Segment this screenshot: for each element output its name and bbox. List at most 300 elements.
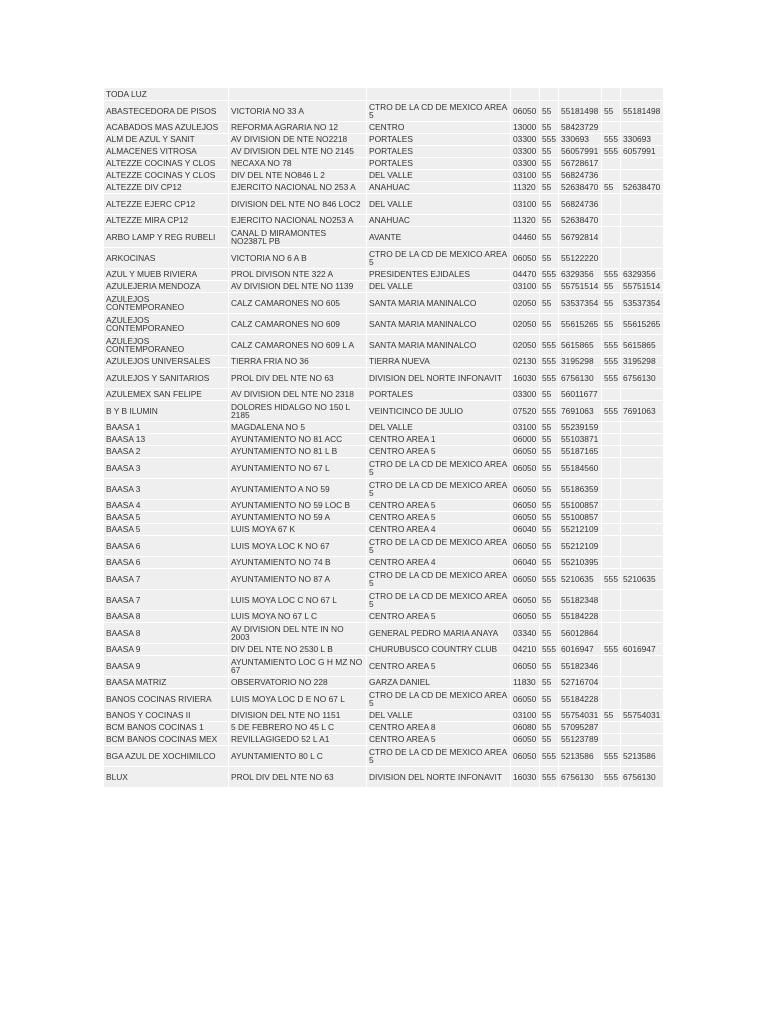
postal-code-cell: 07520 [511, 401, 539, 421]
colonia-cell: CTRO DE LA CD DE MEXICO AREA 5 [367, 746, 510, 766]
colonia-cell: CENTRO AREA 5 [367, 446, 510, 457]
street-address-cell: AV DIVISION DEL NTE IN NO 2003 [229, 623, 366, 643]
colonia-cell: GARZA DANIEL [367, 677, 510, 688]
phone-cell: 52638470 [559, 215, 601, 226]
phone-cell: 55184560 [559, 458, 601, 478]
table-row [104, 434, 663, 445]
table-row [104, 611, 663, 622]
postal-code-cell: 02050 [511, 314, 539, 334]
table-row [104, 293, 663, 313]
phone-cell: 5213586 [559, 746, 601, 766]
table-row [104, 500, 663, 511]
postal-code-cell: 06080 [511, 722, 539, 733]
business-name-cell: BGA AZUL DE XOCHIMILCO [104, 746, 228, 766]
area-code-2-cell: 55 [602, 281, 620, 292]
street-address-cell: CALZ CAMARONES NO 609 [229, 314, 366, 334]
area-code-2-cell [602, 623, 620, 643]
table-row [104, 170, 663, 181]
street-address-cell: CALZ CAMARONES NO 609 L A [229, 335, 366, 355]
business-name-cell: ALTEZZE EJERC CP12 [104, 194, 228, 214]
area-code-cell: 55 [540, 434, 558, 445]
area-code-2-cell: 55 [602, 314, 620, 334]
table-row [104, 182, 663, 193]
area-code-cell: 55 [540, 479, 558, 499]
phone-cell: 52716704 [559, 677, 601, 688]
business-name-cell: ALTEZZE COCINAS Y CLOS [104, 170, 228, 181]
area-code-cell: 55 [540, 182, 558, 193]
area-code-cell: 555 [540, 335, 558, 355]
street-address-cell: AV DIVISION DEL NTE NO 1139 [229, 281, 366, 292]
business-name-cell: BAASA 8 [104, 611, 228, 622]
area-code-2-cell: 555 [602, 335, 620, 355]
area-code-2-cell [602, 479, 620, 499]
table-row [104, 557, 663, 568]
area-code-cell: 55 [540, 500, 558, 511]
area-code-2-cell: 555 [602, 146, 620, 157]
postal-code-cell: 06050 [511, 446, 539, 457]
phone-2-cell: 330693 [621, 134, 663, 145]
postal-code-cell: 04210 [511, 644, 539, 655]
area-code-2-cell: 555 [602, 134, 620, 145]
phone-2-cell [621, 88, 663, 100]
street-address-cell: TIERRA FRIA NO 36 [229, 356, 366, 367]
phone-cell: 330693 [559, 134, 601, 145]
street-address-cell: AYUNTAMIENTO 80 L C [229, 746, 366, 766]
table-row [104, 458, 663, 478]
colonia-cell: CTRO DE LA CD DE MEXICO AREA 5 [367, 536, 510, 556]
area-code-cell: 55 [540, 710, 558, 721]
phone-2-cell: 6756130 [621, 368, 663, 388]
phone-2-cell: 6016947 [621, 644, 663, 655]
business-name-cell: ACABADOS MAS AZULEJOS [104, 122, 228, 133]
colonia-cell: PORTALES [367, 134, 510, 145]
area-code-2-cell: 55 [602, 182, 620, 193]
area-code-cell: 55 [540, 101, 558, 121]
table-row [104, 281, 663, 292]
table-row [104, 335, 663, 355]
area-code-2-cell [602, 194, 620, 214]
phone-2-cell [621, 734, 663, 745]
business-name-cell: BAASA 2 [104, 446, 228, 457]
phone-2-cell: 6329356 [621, 269, 663, 280]
table-row [104, 101, 663, 121]
phone-cell: 55615265 [559, 314, 601, 334]
phone-2-cell [621, 446, 663, 457]
table-row [104, 677, 663, 688]
table-body [104, 88, 663, 787]
phone-cell: 58423729 [559, 122, 601, 133]
phone-2-cell [621, 170, 663, 181]
colonia-cell: CTRO DE LA CD DE MEXICO AREA 5 [367, 458, 510, 478]
postal-code-cell: 06050 [511, 500, 539, 511]
colonia-cell: SANTA MARIA MANINALCO [367, 314, 510, 334]
phone-2-cell [621, 689, 663, 709]
colonia-cell: CENTRO AREA 4 [367, 524, 510, 535]
phone-cell: 56792814 [559, 227, 601, 247]
area-code-2-cell: 555 [602, 401, 620, 421]
phone-cell: 56824736 [559, 194, 601, 214]
phone-cell: 56824736 [559, 170, 601, 181]
area-code-2-cell: 555 [602, 368, 620, 388]
area-code-2-cell [602, 689, 620, 709]
area-code-2-cell [602, 446, 620, 457]
area-code-cell: 55 [540, 227, 558, 247]
colonia-cell: PORTALES [367, 158, 510, 169]
phone-cell: 56012864 [559, 623, 601, 643]
business-name-cell: BAASA 13 [104, 434, 228, 445]
colonia-cell: DIVISION DEL NORTE INFONAVIT [367, 368, 510, 388]
street-address-cell: CALZ CAMARONES NO 605 [229, 293, 366, 313]
phone-cell: 55122220 [559, 248, 601, 268]
area-code-2-cell: 555 [602, 644, 620, 655]
street-address-cell: DOLORES HIDALGO NO 150 L 2185 [229, 401, 366, 421]
postal-code-cell: 11320 [511, 182, 539, 193]
business-name-cell: ABASTECEDORA DE PISOS [104, 101, 228, 121]
area-code-cell: 555 [540, 269, 558, 280]
business-name-cell: AZULEJOS CONTEMPORANEO [104, 293, 228, 313]
area-code-2-cell: 555 [602, 746, 620, 766]
colonia-cell: TIERRA NUEVA [367, 356, 510, 367]
business-name-cell: BAASA 9 [104, 656, 228, 676]
business-name-cell: BAASA 7 [104, 569, 228, 589]
business-name-cell: BAASA 7 [104, 590, 228, 610]
colonia-cell: SANTA MARIA MANINALCO [367, 293, 510, 313]
colonia-cell: ANAHUAC [367, 182, 510, 193]
table-row [104, 734, 663, 745]
table-row [104, 689, 663, 709]
postal-code-cell: 06040 [511, 524, 539, 535]
business-name-cell: BAASA 3 [104, 479, 228, 499]
table-row [104, 146, 663, 157]
postal-code-cell: 06050 [511, 569, 539, 589]
area-code-cell: 55 [540, 248, 558, 268]
area-code-cell: 55 [540, 722, 558, 733]
area-code-2-cell [602, 227, 620, 247]
postal-code-cell: 06050 [511, 611, 539, 622]
phone-cell: 55187165 [559, 446, 601, 457]
phone-cell: 55751514 [559, 281, 601, 292]
area-code-cell: 55 [540, 512, 558, 523]
colonia-cell: SANTA MARIA MANINALCO [367, 335, 510, 355]
street-address-cell: LUIS MOYA LOC D E NO 67 L [229, 689, 366, 709]
business-name-cell: BAASA 4 [104, 500, 228, 511]
colonia-cell: CENTRO AREA 5 [367, 656, 510, 676]
phone-2-cell [621, 623, 663, 643]
phone-2-cell [621, 557, 663, 568]
area-code-2-cell [602, 677, 620, 688]
colonia-cell: CENTRO AREA 4 [367, 557, 510, 568]
phone-cell: 56011677 [559, 389, 601, 400]
postal-code-cell: 03300 [511, 146, 539, 157]
business-name-cell: ALMACENES VITROSA [104, 146, 228, 157]
business-name-cell: ALTEZZE COCINAS Y CLOS [104, 158, 228, 169]
business-name-cell: ARBO LAMP Y REG RUBELI [104, 227, 228, 247]
area-code-cell: 55 [540, 158, 558, 169]
area-code-2-cell [602, 88, 620, 100]
area-code-cell: 55 [540, 194, 558, 214]
postal-code-cell: 03340 [511, 623, 539, 643]
postal-code-cell: 06050 [511, 656, 539, 676]
area-code-cell: 55 [540, 734, 558, 745]
area-code-2-cell [602, 458, 620, 478]
postal-code-cell: 06050 [511, 734, 539, 745]
street-address-cell: 5 DE FEBRERO NO 45 L C [229, 722, 366, 733]
colonia-cell: DEL VALLE [367, 710, 510, 721]
street-address-cell: AYUNTAMIENTO NO 59 A [229, 512, 366, 523]
area-code-cell: 55 [540, 623, 558, 643]
area-code-cell: 555 [540, 134, 558, 145]
area-code-cell: 55 [540, 170, 558, 181]
area-code-cell: 555 [540, 746, 558, 766]
table-row [104, 524, 663, 535]
phone-2-cell: 55181498 [621, 101, 663, 121]
area-code-cell: 55 [540, 536, 558, 556]
business-name-cell: BAASA 3 [104, 458, 228, 478]
phone-2-cell [621, 536, 663, 556]
colonia-cell: CTRO DE LA CD DE MEXICO AREA 5 [367, 590, 510, 610]
colonia-cell: CENTRO AREA 1 [367, 434, 510, 445]
street-address-cell: AV DIVISION DEL NTE NO 2318 [229, 389, 366, 400]
business-name-cell: BAASA 8 [104, 623, 228, 643]
area-code-cell: 55 [540, 611, 558, 622]
area-code-2-cell [602, 536, 620, 556]
business-name-cell: ALTEZZE DIV CP12 [104, 182, 228, 193]
business-name-cell: BAASA 5 [104, 512, 228, 523]
phone-cell: 55123789 [559, 734, 601, 745]
table-row [104, 215, 663, 226]
street-address-cell: LUIS MOYA LOC K NO 67 [229, 536, 366, 556]
street-address-cell: VICTORIA NO 6 A B [229, 248, 366, 268]
phone-2-cell [621, 215, 663, 226]
area-code-2-cell [602, 248, 620, 268]
street-address-cell: AYUNTAMIENTO NO 59 LOC B [229, 500, 366, 511]
phone-cell: 55184228 [559, 689, 601, 709]
phone-cell: 56728617 [559, 158, 601, 169]
street-address-cell: DIV DEL NTE NO846 L 2 [229, 170, 366, 181]
table-row [104, 644, 663, 655]
phone-cell: 6329356 [559, 269, 601, 280]
table-row [104, 746, 663, 766]
street-address-cell: PROL DIV DEL NTE NO 63 [229, 767, 366, 787]
postal-code-cell: 06000 [511, 434, 539, 445]
colonia-cell: CHURUBUSCO COUNTRY CLUB [367, 644, 510, 655]
phone-cell: 55186359 [559, 479, 601, 499]
colonia-cell: CENTRO AREA 5 [367, 512, 510, 523]
street-address-cell: MAGDALENA NO 5 [229, 422, 366, 433]
area-code-2-cell: 555 [602, 569, 620, 589]
phone-2-cell [621, 422, 663, 433]
area-code-cell: 55 [540, 458, 558, 478]
postal-code-cell: 06050 [511, 536, 539, 556]
area-code-2-cell [602, 656, 620, 676]
postal-code-cell: 16030 [511, 767, 539, 787]
area-code-cell: 55 [540, 689, 558, 709]
postal-code-cell: 06050 [511, 101, 539, 121]
phone-cell: 56057991 [559, 146, 601, 157]
phone-2-cell [621, 500, 663, 511]
phone-2-cell [621, 677, 663, 688]
area-code-cell: 55 [540, 314, 558, 334]
phone-cell: 53537354 [559, 293, 601, 313]
area-code-2-cell [602, 590, 620, 610]
table-row [104, 368, 663, 388]
postal-code-cell: 02050 [511, 293, 539, 313]
postal-code-cell [511, 88, 539, 100]
colonia-cell: CTRO DE LA CD DE MEXICO AREA 5 [367, 689, 510, 709]
area-code-2-cell: 555 [602, 356, 620, 367]
phone-2-cell [621, 590, 663, 610]
business-directory-table [103, 87, 664, 788]
business-name-cell: BCM BANOS COCINAS 1 [104, 722, 228, 733]
area-code-2-cell [602, 611, 620, 622]
phone-2-cell [621, 122, 663, 133]
business-name-cell: BANOS Y COCINAS II [104, 710, 228, 721]
table-row [104, 656, 663, 676]
phone-cell: 55212109 [559, 536, 601, 556]
colonia-cell: PORTALES [367, 146, 510, 157]
business-name-cell: BAASA 9 [104, 644, 228, 655]
title-row [104, 88, 663, 100]
street-address-cell: PROL DIV DEL NTE NO 63 [229, 368, 366, 388]
business-name-cell: ALTEZZE MIRA CP12 [104, 215, 228, 226]
area-code-cell: 55 [540, 590, 558, 610]
business-name-cell: AZULEJOS CONTEMPORANEO [104, 314, 228, 334]
business-name-cell: AZULEJERIA MENDOZA [104, 281, 228, 292]
business-name-cell: AZULEJOS UNIVERSALES [104, 356, 228, 367]
phone-cell: 7691063 [559, 401, 601, 421]
phone-cell: 3195298 [559, 356, 601, 367]
area-code-2-cell: 55 [602, 293, 620, 313]
table-row [104, 158, 663, 169]
business-name-cell: ARKOCINAS [104, 248, 228, 268]
phone-cell [559, 88, 601, 100]
directory-sheet [103, 87, 663, 788]
street-address-cell: DIVISION DEL NTE NO 846 LOC2 [229, 194, 366, 214]
area-code-cell: 55 [540, 446, 558, 457]
area-code-2-cell: 555 [602, 767, 620, 787]
colonia-cell: CENTRO AREA 8 [367, 722, 510, 733]
table-row [104, 314, 663, 334]
area-code-cell: 55 [540, 389, 558, 400]
area-code-2-cell [602, 170, 620, 181]
phone-cell: 55182346 [559, 656, 601, 676]
phone-2-cell: 6756130 [621, 767, 663, 787]
postal-code-cell: 04460 [511, 227, 539, 247]
phone-cell: 55103871 [559, 434, 601, 445]
phone-2-cell [621, 722, 663, 733]
business-name-cell: AZULEJOS Y SANITARIOS [104, 368, 228, 388]
area-code-cell: 55 [540, 293, 558, 313]
street-address-cell: DIVISION DEL NTE NO 1151 [229, 710, 366, 721]
phone-cell: 55184228 [559, 611, 601, 622]
postal-code-cell: 11830 [511, 677, 539, 688]
colonia-cell: DIVISION DEL NORTE INFONAVIT [367, 767, 510, 787]
postal-code-cell: 16030 [511, 368, 539, 388]
postal-code-cell: 04470 [511, 269, 539, 280]
business-name-cell: BAASA MATRIZ [104, 677, 228, 688]
area-code-2-cell [602, 500, 620, 511]
colonia-cell: DEL VALLE [367, 281, 510, 292]
postal-code-cell: 06050 [511, 458, 539, 478]
postal-code-cell: 03300 [511, 158, 539, 169]
table-row [104, 356, 663, 367]
table-row [104, 446, 663, 457]
phone-cell: 55100857 [559, 500, 601, 511]
postal-code-cell: 06050 [511, 479, 539, 499]
colonia-cell: VEINTICINCO DE JULIO [367, 401, 510, 421]
table-row [104, 767, 663, 787]
phone-2-cell [621, 434, 663, 445]
area-code-2-cell [602, 722, 620, 733]
area-code-cell: 55 [540, 656, 558, 676]
phone-cell: 6756130 [559, 368, 601, 388]
phone-cell: 52638470 [559, 182, 601, 193]
business-name-cell: B Y B ILUMIN [104, 401, 228, 421]
table-row [104, 512, 663, 523]
colonia-cell: DEL VALLE [367, 422, 510, 433]
street-address-cell: LUIS MOYA LOC C NO 67 L [229, 590, 366, 610]
phone-cell: 55754031 [559, 710, 601, 721]
phone-cell: 55100857 [559, 512, 601, 523]
area-code-cell [540, 88, 558, 100]
street-address-cell: AV DIVISION DE NTE NO2218 [229, 134, 366, 145]
area-code-cell: 55 [540, 122, 558, 133]
area-code-2-cell [602, 158, 620, 169]
phone-2-cell: 5210635 [621, 569, 663, 589]
phone-cell: 55239159 [559, 422, 601, 433]
phone-2-cell [621, 194, 663, 214]
street-address-cell: AYUNTAMIENTO NO 74 B [229, 557, 366, 568]
table-row [104, 590, 663, 610]
table-row [104, 722, 663, 733]
area-code-2-cell: 555 [602, 269, 620, 280]
area-code-cell: 555 [540, 368, 558, 388]
postal-code-cell: 03300 [511, 389, 539, 400]
street-address-cell: AYUNTAMIENTO NO 81 L B [229, 446, 366, 457]
phone-2-cell: 7691063 [621, 401, 663, 421]
colonia-cell: CTRO DE LA CD DE MEXICO AREA 5 [367, 248, 510, 268]
phone-cell: 55212109 [559, 524, 601, 535]
phone-2-cell [621, 479, 663, 499]
street-address-cell: DIV DEL NTE NO 2530 L B [229, 644, 366, 655]
colonia-cell: CENTRO [367, 122, 510, 133]
colonia-cell: GENERAL PEDRO MARIA ANAYA [367, 623, 510, 643]
postal-code-cell: 06050 [511, 248, 539, 268]
colonia-cell: CENTRO AREA 5 [367, 611, 510, 622]
business-name-cell: BAASA 6 [104, 536, 228, 556]
phone-cell: 55182348 [559, 590, 601, 610]
postal-code-cell: 03100 [511, 422, 539, 433]
business-name-cell: BAASA 5 [104, 524, 228, 535]
area-code-cell: 555 [540, 401, 558, 421]
street-address-cell: EJERCITO NACIONAL NO253 A [229, 215, 366, 226]
colonia-cell: DEL VALLE [367, 170, 510, 181]
postal-code-cell: 13000 [511, 122, 539, 133]
postal-code-cell: 03100 [511, 281, 539, 292]
phone-2-cell: 3195298 [621, 356, 663, 367]
area-code-2-cell [602, 557, 620, 568]
phone-cell: 6756130 [559, 767, 601, 787]
street-address-cell: CANAL D MIRAMONTES NO2387L PB [229, 227, 366, 247]
area-code-2-cell: 55 [602, 101, 620, 121]
area-code-cell: 55 [540, 557, 558, 568]
phone-2-cell: 5213586 [621, 746, 663, 766]
table-row [104, 536, 663, 556]
colonia-cell: PORTALES [367, 389, 510, 400]
postal-code-cell: 02050 [511, 335, 539, 355]
postal-code-cell: 06050 [511, 512, 539, 523]
street-address-cell: REVILLAGIGEDO 52 L A1 [229, 734, 366, 745]
